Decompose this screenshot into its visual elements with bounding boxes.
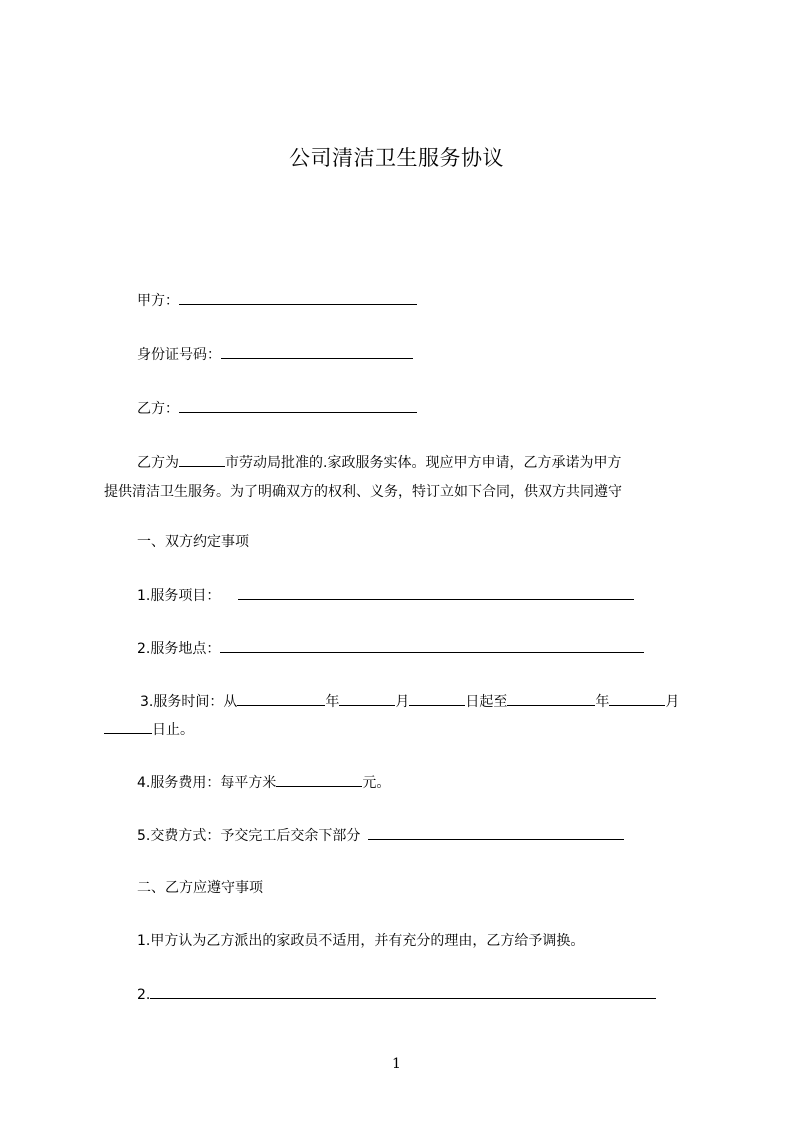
party-b-blank[interactable]	[179, 398, 417, 413]
intro-prefix: 乙方为	[137, 455, 179, 471]
item4-suffix: 元。	[362, 775, 391, 791]
page-number: 1	[392, 1056, 401, 1072]
item2-label: 2.服务地点：	[137, 641, 221, 657]
day-from-label: 日起至	[465, 694, 508, 710]
document-title: 公司清洁卫生服务协议	[289, 146, 504, 170]
month1-label: 月	[395, 694, 410, 710]
party-b-label: 乙方：	[137, 401, 179, 417]
section2-heading: 二、乙方应遵守事项	[137, 880, 263, 896]
end-month-blank[interactable]	[609, 691, 665, 706]
section1-heading: 一、双方约定事项	[137, 534, 249, 550]
start-month-blank[interactable]	[339, 691, 395, 706]
year2-label: 年	[595, 694, 610, 710]
id-number-row	[137, 344, 413, 365]
start-day-blank[interactable]	[409, 691, 465, 706]
s2-item1: 1.甲方认为乙方派出的家政员不适用，并有充分的理由，乙方给予调换。	[137, 933, 585, 949]
id-number-label: 身份证号码：	[137, 347, 221, 363]
s2-item2-row	[137, 984, 656, 1005]
item1-label: 1.服务项目：	[137, 588, 221, 604]
item5-label: 5.交费方式：予交完工后交余下部分	[137, 828, 361, 844]
party-b-row	[137, 398, 417, 419]
id-number-blank[interactable]	[221, 344, 413, 359]
item2-blank[interactable]	[220, 638, 644, 653]
item1-blank[interactable]	[238, 585, 634, 600]
month2-label: 月	[665, 694, 680, 710]
city-blank[interactable]	[179, 452, 225, 467]
item3-end: 日止。	[152, 722, 194, 738]
item2-row	[137, 638, 644, 659]
fee-blank[interactable]	[276, 772, 362, 787]
item5-row	[137, 825, 624, 846]
item4-row	[137, 772, 390, 793]
intro-line-2: 提供清洁卫生服务。为了明确双方的权利、义务，特订立如下合同，供双方共同遵守	[104, 484, 622, 500]
item3-prefix: 3.服务时间：从	[140, 694, 238, 710]
item4-prefix: 4.服务费用：每平方米	[137, 775, 277, 791]
item3-row-2	[104, 719, 194, 740]
s2-item2-blank[interactable]	[150, 984, 656, 999]
end-day-blank[interactable]	[104, 719, 152, 734]
party-a-label: 甲方：	[137, 293, 179, 309]
s2-item2-label: 2.	[137, 987, 151, 1003]
item5-blank[interactable]	[368, 825, 624, 840]
item3-row-1	[140, 691, 679, 712]
party-a-blank[interactable]	[179, 290, 417, 305]
year1-label: 年	[325, 694, 340, 710]
start-year-blank[interactable]	[237, 691, 325, 706]
intro-suffix: 市劳动局批准的.家政服务实体。现应甲方申请，乙方承诺为甲方	[225, 455, 622, 471]
party-a-row	[137, 290, 417, 311]
end-year-blank[interactable]	[507, 691, 595, 706]
item1-row	[137, 585, 634, 606]
intro-line-1	[137, 452, 621, 473]
